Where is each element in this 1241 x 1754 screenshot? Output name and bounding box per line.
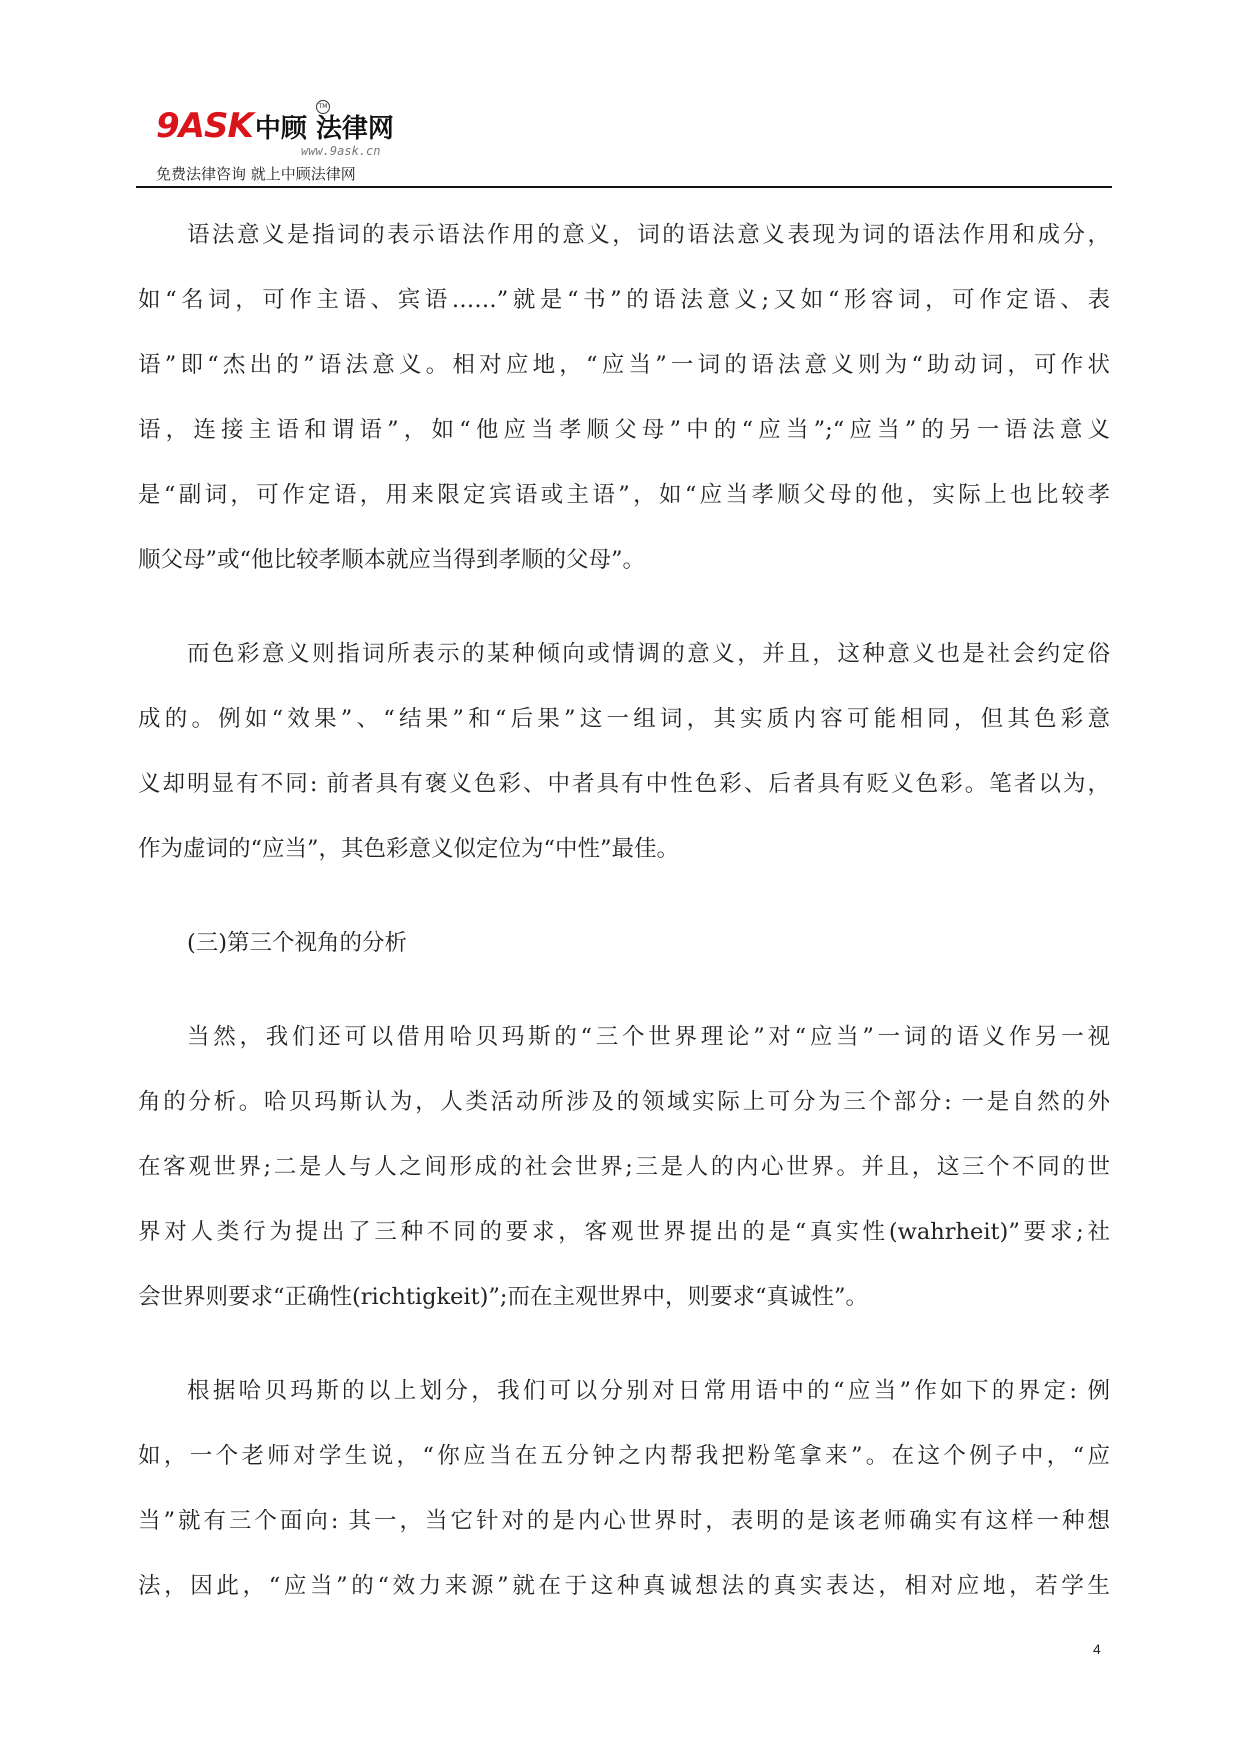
logo-url: www.9ask.cn [301, 144, 381, 158]
text-line: 角的分析。哈贝玛斯认为，人类活动所涉及的领域实际上可分为三个部分: 一是自然的外 [138, 1089, 1110, 1115]
page-number: 4 [1093, 1641, 1101, 1657]
text-line: 如，一个老师对学生说，“你应当在五分钟之内帮我把粉笔拿来”。在这个例子中，“应 [138, 1443, 1110, 1469]
text-line: 语”即“杰出的”语法意义。相对应地，“应当”一词的语法意义则为“助动词，可作状 [138, 352, 1110, 378]
text-line: 当”就有三个面向: 其一，当它针对的是内心世界时，表明的是该老师确实有这样一种想 [138, 1508, 1110, 1534]
text-line: 在客观世界;二是人与人之间形成的社会世界;三是人的内心世界。并且，这三个不同的世 [138, 1154, 1110, 1180]
text-line: 法，因此，“应当”的“效力来源”就在于这种真诚想法的真实表达，相对应地，若学生 [138, 1573, 1110, 1599]
logo-slogan: 免费法律咨询 就上中顾法律网 [156, 165, 356, 183]
text-line: 顺父母”或“他比较孝顺本就应当得到孝顺的父母”。 [138, 547, 646, 573]
section-heading: (三)第三个视角的分析 [187, 930, 408, 956]
text-line: 如“名词，可作主语、宾语……”就是“书”的语法意义;又如“形容词，可作定语、表 [138, 287, 1110, 313]
document-body [138, 222, 1110, 1667]
text-line: 会世界则要求“正确性(richtigkeit)”;而在主观世界中，则要求“真诚性”。 [138, 1284, 869, 1310]
text-line: 语，连接主语和谓语”，如“他应当孝顺父母”中的“应当”;“应当”的另一语法意义 [138, 417, 1110, 443]
text-line: 而色彩意义则指词所表示的某种倾向或情调的意义，并且，这种意义也是社会约定俗 [187, 641, 1110, 667]
text-line: 当然，我们还可以借用哈贝玛斯的“三个世界理论”对“应当”一词的语义作另一视 [187, 1024, 1110, 1050]
text-line: 作为虚词的“应当”，其色彩意义似定位为“中性”最佳。 [138, 836, 680, 862]
logo-chinese-name: 中顾 法律网 [254, 114, 394, 144]
paragraph [138, 641, 1110, 901]
text-line: 根据哈贝玛斯的以上划分，我们可以分别对日常用语中的“应当”作如下的界定: 例 [187, 1378, 1110, 1404]
page-header [136, 92, 1112, 188]
text-line: 是“副词，可作定语，用来限定宾语或主语”，如“应当孝顺父母的他，实际上也比较孝 [138, 482, 1110, 508]
paragraph [138, 1378, 1110, 1638]
logo-wordmark [156, 106, 394, 146]
text-line: 成的。例如“效果”、“结果”和“后果”这一组词，其实质内容可能相同，但其色彩意 [138, 706, 1110, 732]
text-line: 界对人类行为提出了三种不同的要求，客观世界提出的是“真实性(wahrheit)”要求;社 [138, 1219, 1110, 1245]
paragraph [138, 1024, 1110, 1349]
header-divider [136, 186, 1112, 188]
trademark-icon: TM [316, 100, 330, 114]
logo-brand: 9ASK [156, 106, 253, 146]
site-logo [156, 100, 416, 184]
text-line: 语法意义是指词的表示语法作用的意义，词的语法意义表现为词的语法作用和成分， [187, 222, 1110, 248]
paragraph [138, 222, 1110, 612]
text-line: 义却明显有不同: 前者具有褒义色彩、中者具有中性色彩、后者具有贬义色彩。笔者以为， [138, 771, 1110, 797]
